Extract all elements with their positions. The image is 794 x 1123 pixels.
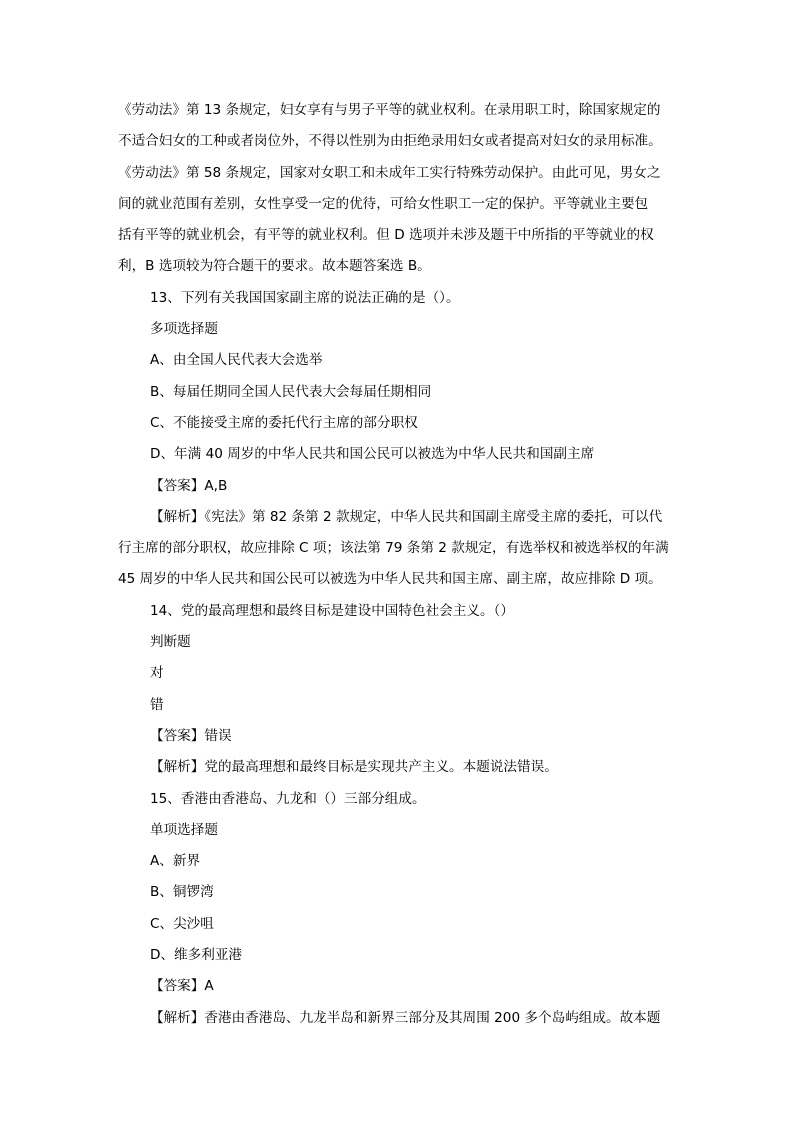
text-line: 45 周岁的中华人民共和国公民可以被选为中华人民共和国主席、副主席，故应排除 D 项。 — [118, 571, 662, 588]
text-line: A、新界 — [150, 853, 201, 870]
text-line: C、不能接受主席的委托代行主席的部分职权 — [150, 414, 418, 431]
text-line: 括有平等的就业机会，有平等的就业权利。但 D 选项并未涉及题干中所指的平等就业的权 — [118, 227, 654, 244]
text-line: 13、下列有关我国国家副主席的说法正确的是（）。 — [150, 289, 460, 306]
text-line: 单项选择题 — [150, 821, 218, 838]
text-line: 错 — [150, 696, 164, 713]
text-line: 多项选择题 — [150, 321, 218, 338]
text-line: 《劳动法》第 13 条规定，妇女享有与男子平等的就业权利。在录用职工时，除国家规定的 — [118, 102, 661, 118]
text-line: 间的就业范围有差别，女性享受一定的优待，可给女性职工一定的保护。平等就业主要包 — [118, 195, 649, 212]
text-line: 【答案】A — [150, 978, 214, 995]
text-line: D、年满 40 周岁的中华人民共和国公民可以被选为中华人民共和国副主席 — [150, 446, 595, 463]
text-line: 行主席的部分职权，故应排除 C 项；该法第 79 条第 2 款规定，有选举权和被选举权的年满 — [118, 540, 669, 557]
text-line: 15、香港由香港岛、九龙和（）三部分组成。 — [150, 790, 426, 807]
text-line: 【答案】A,B — [150, 477, 228, 494]
text-line: 【解析】香港由香港岛、九龙半岛和新界三部分及其周围 200 多个岛屿组成。故本题 — [150, 1009, 661, 1026]
text-line: C、尖沙咀 — [150, 915, 214, 932]
document-page — [118, 100, 678, 1039]
text-line: 【解析】党的最高理想和最终目标是实现共产主义。本题说法错误。 — [150, 759, 558, 776]
text-line: B、每届任期同全国人民代表大会每届任期相同 — [150, 383, 432, 400]
text-line: A、由全国人民代表大会选举 — [150, 352, 323, 369]
text-line: 判断题 — [150, 634, 191, 651]
text-line: D、维多利亚港 — [150, 947, 243, 964]
text-line: B、铜锣湾 — [150, 884, 214, 901]
text-line: 【答案】错误 — [150, 727, 232, 744]
text-line: 对 — [150, 665, 164, 682]
text-line: 《劳动法》第 58 条规定，国家对女职工和未成年工实行特殊劳动保护。由此可见，男女之 — [118, 164, 661, 181]
text-line: 14、党的最高理想和最终目标是建设中国特色社会主义。（） — [150, 602, 514, 619]
text-line: 【解析】《宪法》第 82 条第 2 款规定，中华人民共和国副主席受主席的委托，可以代 — [150, 508, 663, 525]
text-line: 不适合妇女的工种或者岗位外，不得以性别为由拒绝录用妇女或者提高对妇女的录用标准。 — [118, 133, 662, 150]
text-line: 利，B 选项较为符合题干的要求。故本题答案选 B。 — [118, 258, 431, 275]
